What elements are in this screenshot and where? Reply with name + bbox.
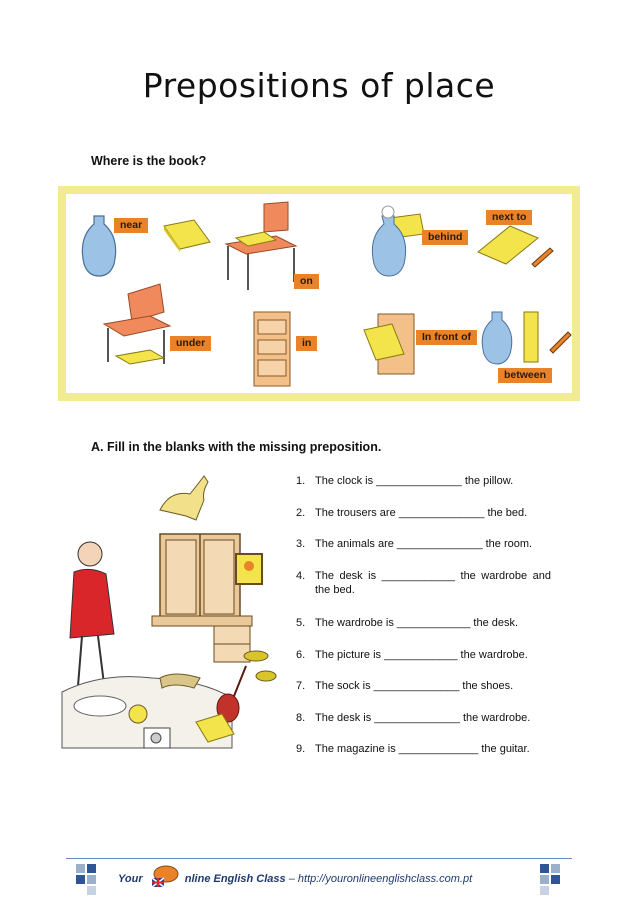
book-next-to-pencil-icon: [478, 226, 553, 267]
footer-divider: [66, 858, 572, 859]
room-drawing: [60, 460, 285, 770]
label-between: between: [498, 368, 552, 383]
footer-brand-right: nline English Class: [184, 872, 286, 885]
book-icon: [164, 220, 210, 252]
item-number: 1.: [296, 475, 306, 487]
question-heading: Where is the book?: [91, 154, 207, 168]
book-in-front-of-cabinet-icon: [364, 314, 414, 374]
item-text: The animals are ______________ the room.: [315, 538, 533, 550]
item-text: The desk is ______________ the wardrobe.: [315, 712, 531, 724]
picture-frame-icon: [236, 554, 262, 584]
vase-icon: [82, 216, 115, 276]
radio-icon: [144, 728, 170, 748]
wardrobe-icon: [160, 534, 240, 618]
item-text: The desk is ____________ the wardrobe and the bed.: [315, 570, 551, 596]
item-number: 9.: [296, 743, 306, 755]
footer-brand: [118, 871, 472, 887]
item-number: 7.: [296, 680, 306, 692]
item-text: The wardrobe is ____________ the desk.: [315, 617, 519, 629]
prepositions-panel: [58, 186, 580, 401]
label-next-to: next to: [486, 210, 532, 225]
label-in: in: [296, 336, 317, 351]
label-near: near: [114, 218, 148, 233]
woman-icon: [70, 542, 114, 690]
item-number: 2.: [296, 507, 306, 519]
exercise-heading: A. Fill in the blanks with the missing preposition.: [91, 440, 382, 454]
item-text: The magazine is _____________ the guitar.: [315, 743, 530, 755]
item-number: 8.: [296, 712, 306, 724]
item-text: The sock is ______________ the shoes.: [315, 680, 514, 692]
desk-icon: [152, 616, 252, 662]
messy-room-illustration: [60, 460, 285, 770]
cat-icon: [160, 476, 208, 520]
page-title: Prepositions of place: [142, 66, 496, 105]
label-behind: behind: [422, 230, 468, 245]
item-number: 5.: [296, 617, 306, 629]
item-text: The clock is ______________ the pillow.: [315, 475, 514, 487]
label-in-front-of: In front of: [416, 330, 477, 345]
item-number: 3.: [296, 538, 306, 550]
vase-with-book-icon: [372, 206, 424, 276]
book-between-icon: [482, 312, 571, 364]
footer-brand-left: Your: [118, 872, 143, 885]
drawer-cabinet-icon: [254, 312, 290, 386]
chair-icon: [226, 202, 296, 290]
item-text: The picture is ____________ the wardrobe.: [315, 649, 528, 661]
prepositions-illustrations: [66, 194, 572, 393]
footer-separator: –: [288, 872, 295, 885]
chair-under-icon: [104, 284, 170, 364]
label-on: on: [294, 274, 319, 289]
item-text: The trousers are ______________ the bed.: [315, 507, 528, 519]
globe-flag-logo-icon: [146, 871, 182, 887]
footer-url-link[interactable]: http://youronlineenglishclass.com.pt: [297, 872, 473, 885]
item-number: 4.: [296, 570, 306, 582]
item-number: 6.: [296, 649, 306, 661]
clock-icon: [129, 705, 147, 723]
label-under: under: [170, 336, 211, 351]
shoes-icon: [244, 651, 276, 681]
